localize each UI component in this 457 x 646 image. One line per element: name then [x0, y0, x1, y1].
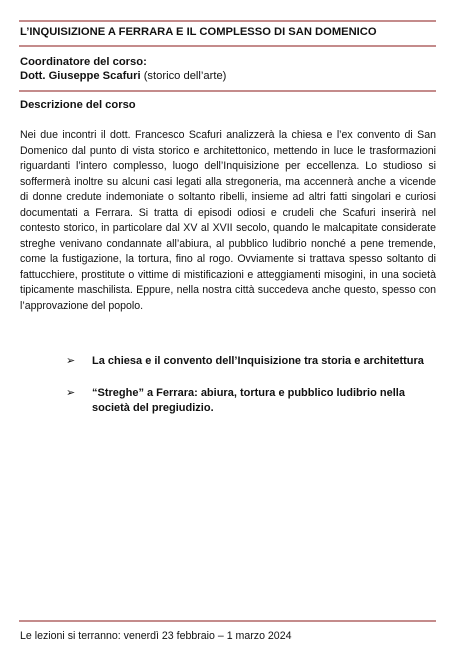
- coordinator-rule: [19, 90, 436, 92]
- title-rule: [19, 45, 436, 47]
- arrow-bullet-icon: ➢: [66, 355, 76, 367]
- coordinator-line: [20, 70, 226, 82]
- footer-dates: Le lezioni si terranno: venerdì 23 febbraio – 1 marzo 2024: [20, 630, 292, 642]
- list-item: [66, 386, 438, 417]
- description-heading: Descrizione del corso: [20, 99, 136, 111]
- top-rule: [19, 20, 436, 22]
- page-title: L’INQUISIZIONE A FERRARA E IL COMPLESSO DI SAN DOMENICO: [20, 26, 377, 38]
- topic-list: [66, 354, 438, 433]
- list-item: [66, 354, 438, 370]
- coordinator-label: Coordinatore del corso:: [20, 56, 147, 68]
- topic-text: “Streghe” a Ferrara: abiura, tortura e pubblico ludibrio nella società del pregiudizio.: [92, 386, 405, 414]
- topic-text: La chiesa e il convento dell’Inquisizione tra storia e architettura: [92, 355, 424, 367]
- arrow-bullet-icon: ➢: [66, 386, 76, 399]
- coordinator-role: (storico dell’arte): [143, 70, 227, 82]
- coordinator-name: Dott. Giuseppe Scafuri: [20, 70, 141, 82]
- description-body: Nei due incontri il dott. Francesco Scafuri analizzerà la chiesa e l’ex convento di San Domenico dal punto di vista storico e architettonico, mettendo in luce le trasformazioni riguardanti l’intero complesso, luogo dell’Inquisizione per eccellenza. Lo studioso si soffermerà inoltre su alcuni casi legati alla stregoneria, ma accennerà anche a vicende di donne credute indemoniate o soltanto ribelli, insieme ad altri fatti singolari e curiosi documentati a Ferrara. Si tratta di episodi odiosi e crudeli che Scafuri inserirà nel contesto storico, in particolare dal XV al XVII secolo, quando le malcapitate considerate streghe venivano condannate all’abiura, al pubblico ludibrio nonché a pene tremende, come la fustigazione, la tortura, fino al rogo. Ovviamente si trattava spesso soltanto di fattucchiere, prostitute o vittime di mistificazioni e atteggiamenti misogini, in una società tipicamente maschilista. Eppure, nella nostra città succedeva anche questo, spesso con l’approvazione del popolo.: [20, 129, 436, 312]
- footer-rule: [19, 620, 436, 622]
